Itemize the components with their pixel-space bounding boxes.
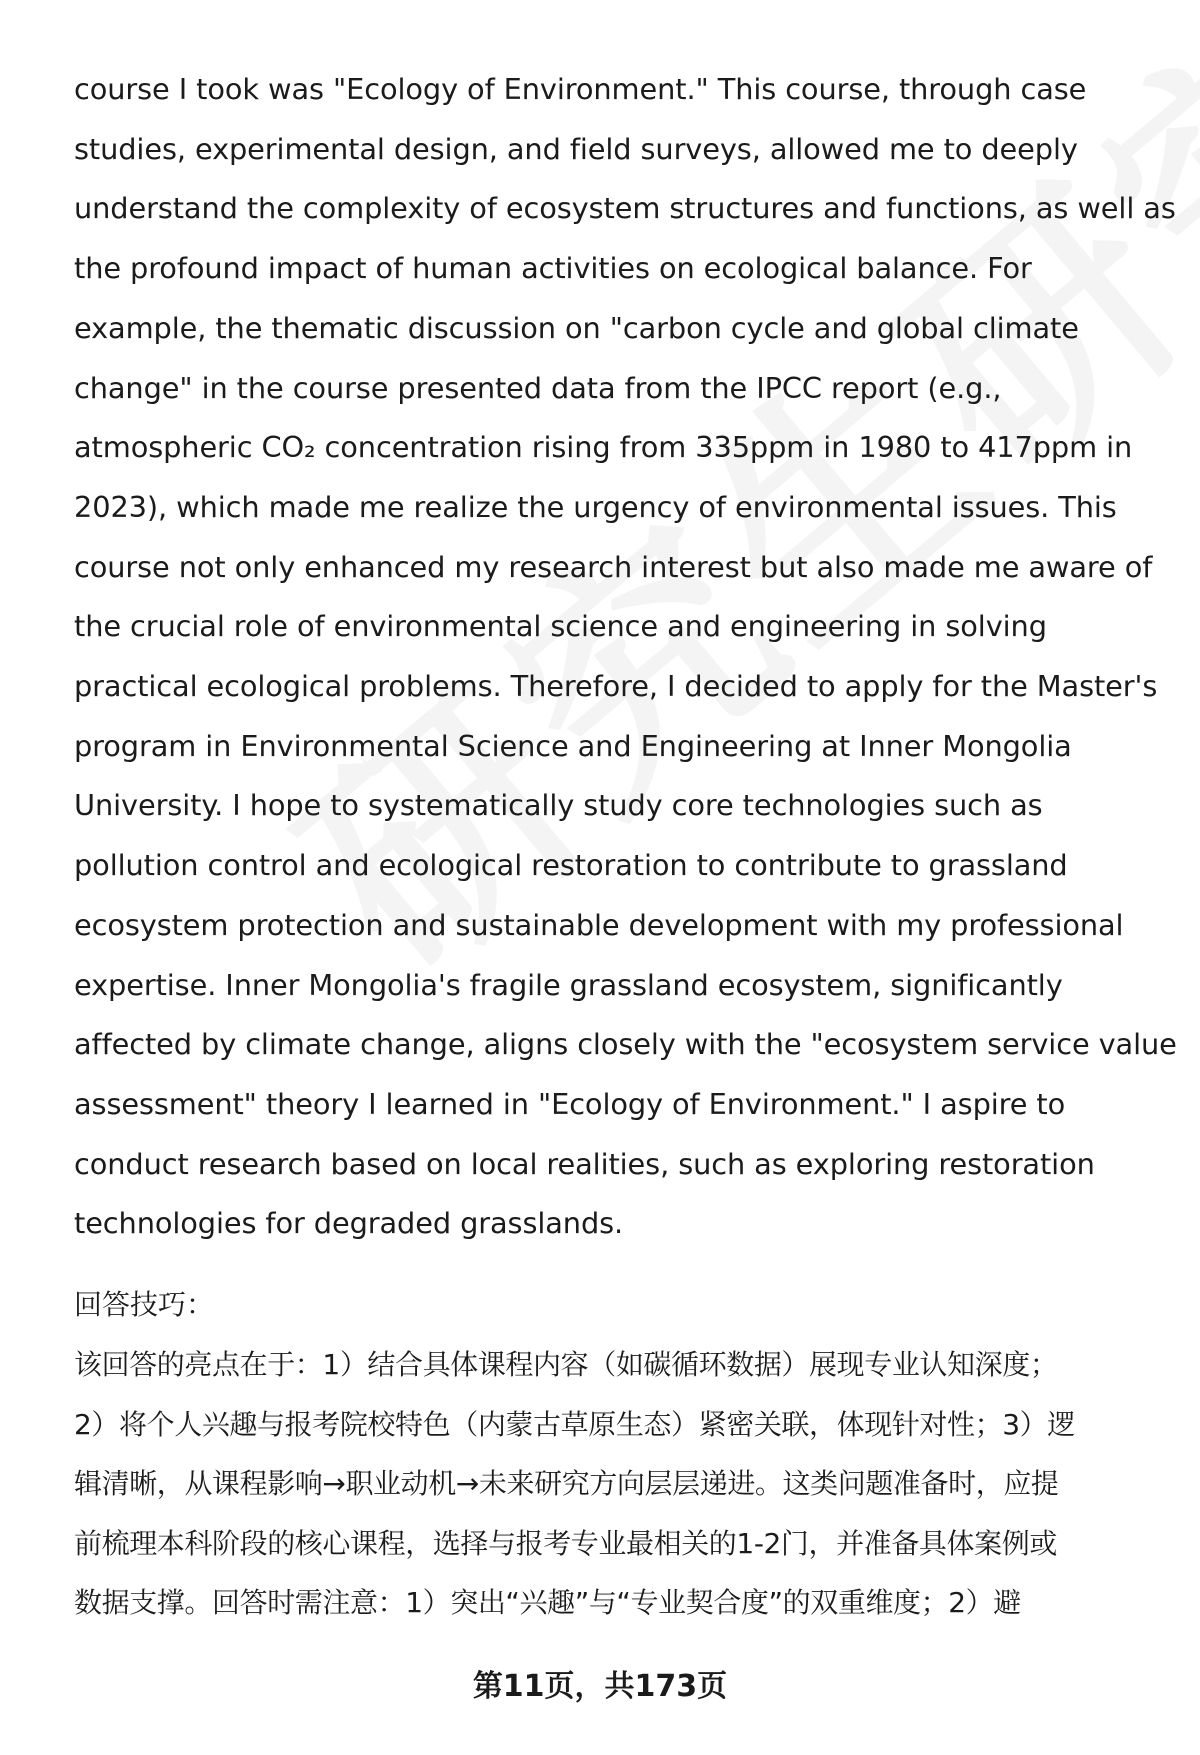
tips-line: 前梳理本科阶段的核心课程，选择与报考专业最相关的1-2门，并准备具体案例或 — [74, 1526, 1057, 1560]
page-number-footer: 第11页，共173页 — [472, 1669, 728, 1704]
paragraph-line: affected by climate change, aligns closely with the "ecosystem service value — [74, 1027, 1177, 1062]
answer-paragraph — [74, 60, 1177, 1254]
paragraph-line: the profound impact of human activities on ecological balance. For — [74, 251, 1032, 286]
paragraph-line: ecosystem protection and sustainable development with my professional — [74, 907, 1124, 942]
paragraph-line: University. I hope to systematically study core technologies such as — [74, 788, 1043, 823]
answer-tips-section — [74, 1285, 1164, 1633]
tips-heading: 回答技巧： — [74, 1288, 215, 1321]
tips-line: 2）将个人兴趣与报考院校特色（内蒙古草原生态）紧密关联，体现针对性；3）逻 — [74, 1407, 1075, 1441]
paragraph-line: course not only enhanced my research interest but also made me aware of — [74, 549, 1153, 584]
paragraph-line: course I took was "Ecology of Environment." This course, through case — [74, 72, 1087, 106]
paragraph-line: expertise. Inner Mongolia's fragile grassland ecosystem, significantly — [74, 967, 1063, 1002]
paragraph-line: program in Environmental Science and Engineering at Inner Mongolia — [74, 728, 1072, 763]
paragraph-line: practical ecological problems. Therefore, I decided to apply for the Master's — [74, 669, 1158, 704]
paragraph-line: studies, experimental design, and field surveys, allowed me to deeply — [74, 131, 1078, 166]
tips-body — [74, 1335, 1164, 1633]
paragraph-line: change" in the course presented data from the IPCC report (e.g., — [74, 370, 1002, 405]
tips-line: 该回答的亮点在于：1）结合具体课程内容（如碳循环数据）展现专业认知深度； — [74, 1348, 1058, 1381]
paragraph-line: example, the thematic discussion on "carbon cycle and global climate — [74, 310, 1079, 345]
paragraph-line: pollution control and ecological restoration to contribute to grassland — [74, 848, 1068, 883]
paragraph-line: the crucial role of environmental science and engineering in solving — [74, 609, 1047, 644]
tips-line: 数据支撑。回答时需注意：1）突出“兴趣”与“专业契合度”的双重维度；2）避 — [74, 1586, 1021, 1619]
paragraph-line: 2023), which made me realize the urgency of environmental issues. This — [74, 489, 1117, 524]
paragraph-line: atmospheric CO₂ concentration rising from 335ppm in 1980 to 417ppm in — [74, 430, 1133, 465]
paragraph-line: understand the complexity of ecosystem structures and functions, as well as — [74, 191, 1176, 226]
tips-line: 辑清晰，从课程影响→职业动机→未来研究方向层层递进。这类问题准备时，应提 — [74, 1467, 1059, 1500]
paragraph-line: assessment" theory I learned in "Ecology of Environment." I aspire to — [74, 1086, 1066, 1121]
paragraph-line: conduct research based on local realities, such as exploring restoration — [74, 1146, 1095, 1181]
paragraph-line: technologies for degraded grasslands. — [74, 1206, 624, 1241]
